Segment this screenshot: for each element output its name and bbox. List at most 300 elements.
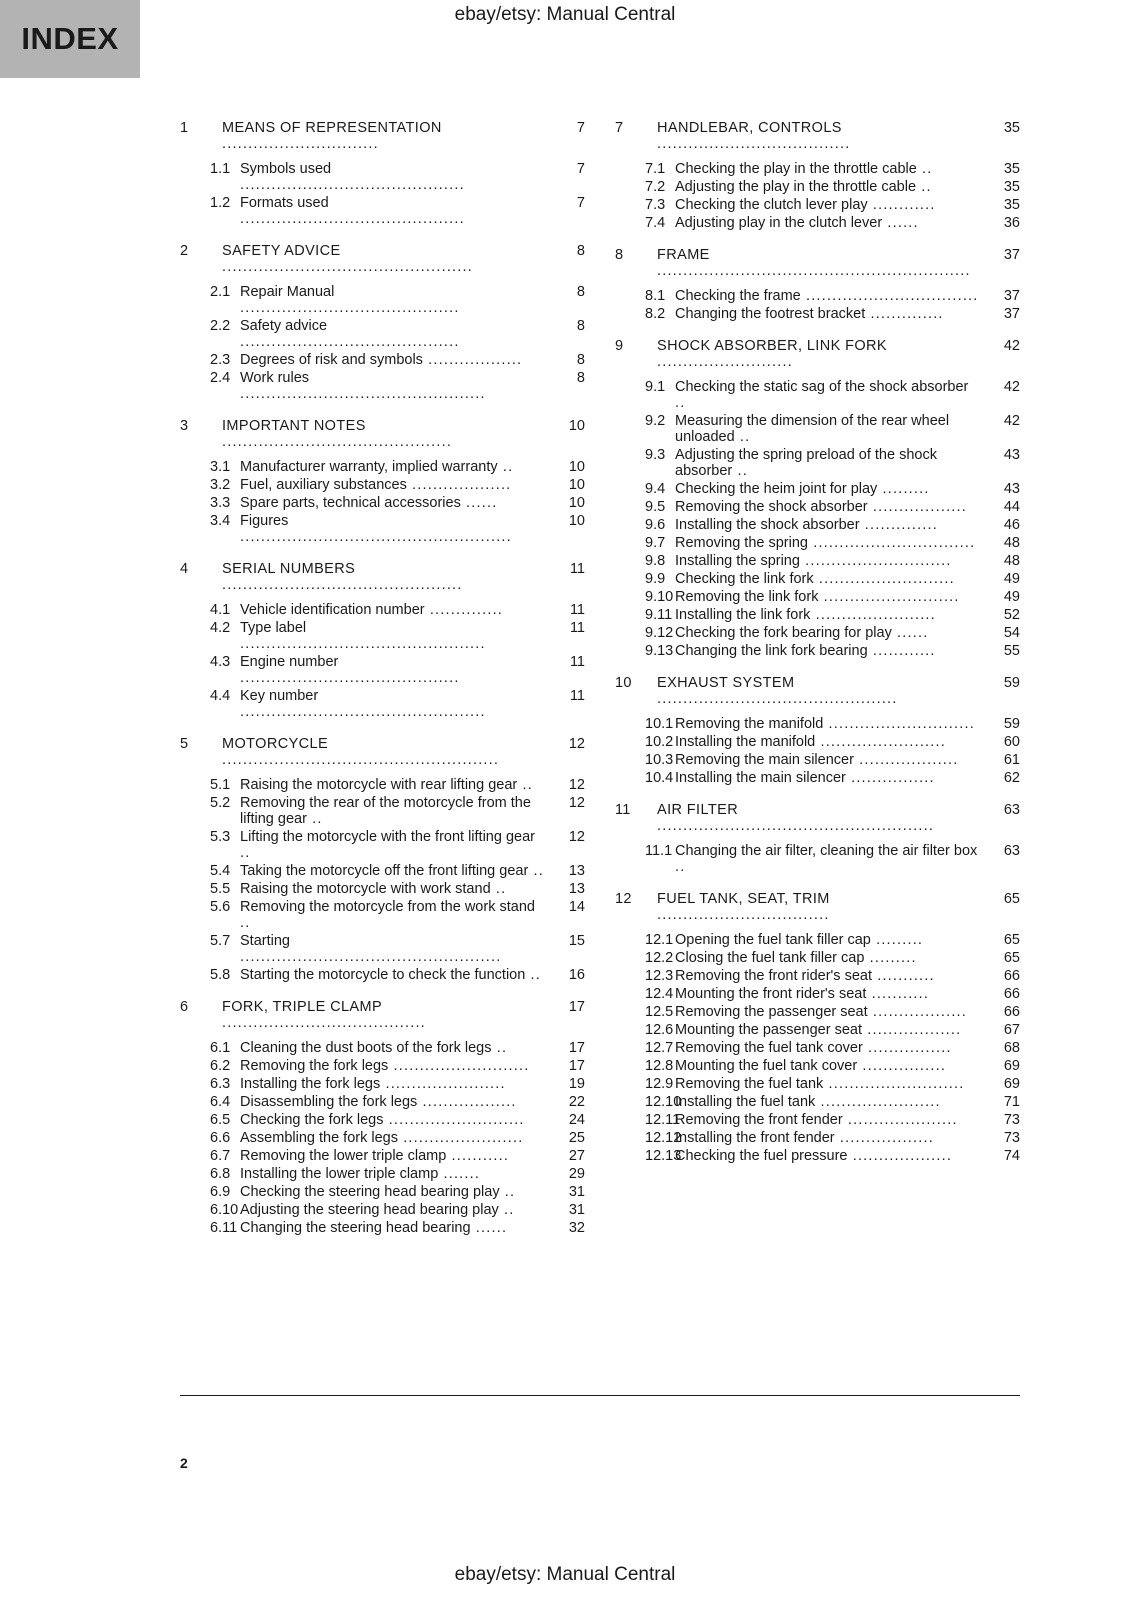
- leader-dots: .................................: [657, 907, 830, 923]
- leader-dots: ..: [525, 967, 542, 983]
- toc-section-page: 22: [568, 1094, 585, 1110]
- toc-section-number: 6.6: [210, 1130, 231, 1146]
- toc-chapter-page: 12: [568, 736, 585, 752]
- toc-section-row[interactable]: [180, 352, 585, 368]
- leader-dots: ...............................................: [240, 704, 486, 720]
- toc-section-title: [240, 195, 553, 227]
- leader-dots: ..........................: [657, 354, 793, 370]
- toc-section-title: [675, 1112, 988, 1128]
- toc-section-title: [675, 481, 988, 497]
- toc-section-title: [240, 654, 553, 686]
- leader-dots: .......: [438, 1166, 481, 1182]
- toc-section-title-text: Installing the shock absorber: [675, 517, 860, 533]
- leader-dots: ..................: [862, 1022, 962, 1038]
- leader-dots: ..............................: [222, 136, 379, 152]
- toc-section-row[interactable]: [615, 517, 1020, 533]
- toc-section-page: 7: [576, 161, 585, 177]
- toc-section-title-text: Checking the link fork: [675, 571, 814, 587]
- toc-chapter-title: [222, 999, 553, 1031]
- toc-chapter-title-text: FUEL TANK, SEAT, TRIM: [657, 891, 830, 907]
- toc-section-title: [240, 881, 553, 897]
- toc-chapter-title-text: AIR FILTER: [657, 802, 739, 818]
- toc-section-row[interactable]: [180, 688, 585, 720]
- leader-dots: ......: [891, 625, 929, 641]
- leader-dots: ................: [845, 770, 935, 786]
- leader-dots: .........: [864, 950, 917, 966]
- leader-dots: ...........: [446, 1148, 510, 1164]
- toc-section-title-text: Removing the main silencer: [675, 752, 854, 768]
- toc-section-number: 6.5: [210, 1112, 231, 1128]
- toc-chapter-title-text: EXHAUST SYSTEM: [657, 675, 795, 691]
- toc-section-title-text: Fuel, auxiliary substances: [240, 477, 407, 493]
- toc-section-row[interactable]: [615, 481, 1020, 497]
- toc-section-page: 65: [1003, 950, 1020, 966]
- toc-section-title-text: Closing the fuel tank filler cap: [675, 950, 865, 966]
- toc-section-page: 42: [1003, 379, 1020, 395]
- toc-section-number: 12.3: [645, 968, 674, 984]
- toc-section-row[interactable]: [180, 318, 585, 350]
- toc-section-page: 10: [568, 459, 585, 475]
- toc-section-title: [240, 863, 553, 879]
- toc-section-title: [675, 517, 988, 533]
- toc-chapter-row[interactable]: [180, 736, 585, 768]
- toc-section-row[interactable]: [180, 1220, 585, 1236]
- toc-section-row[interactable]: [615, 571, 1020, 587]
- toc-section-title: [675, 1094, 988, 1110]
- toc-section-row[interactable]: [615, 1058, 1020, 1074]
- leader-dots: ................: [862, 1040, 952, 1056]
- toc-section-row[interactable]: [615, 1076, 1020, 1092]
- toc-section-row[interactable]: [180, 899, 585, 931]
- toc-section-title: [240, 1184, 553, 1200]
- toc-section-number: 2.2: [210, 318, 231, 334]
- toc-section-row[interactable]: [615, 306, 1020, 322]
- toc-section-row[interactable]: [615, 535, 1020, 551]
- toc-section-page: 74: [1003, 1148, 1020, 1164]
- toc-section-page: 29: [568, 1166, 585, 1182]
- toc-section-page: 65: [1003, 932, 1020, 948]
- toc-section-row[interactable]: [615, 770, 1020, 786]
- toc-section-row[interactable]: [180, 459, 585, 475]
- toc-section-row[interactable]: [180, 1184, 585, 1200]
- toc-section-title: [240, 1166, 553, 1182]
- leader-dots: ...................: [847, 1148, 953, 1164]
- toc-section-row[interactable]: [615, 734, 1020, 750]
- toc-section-title-text: Removing the shock absorber: [675, 499, 868, 515]
- toc-section-title-text: Type label: [240, 620, 307, 636]
- leader-dots: ..: [675, 859, 686, 875]
- toc-section-number: 10.2: [645, 734, 674, 750]
- toc-section-page: 62: [1003, 770, 1020, 786]
- toc-section-number: 12.13: [645, 1148, 682, 1164]
- toc-section-title: [675, 607, 988, 623]
- toc-chapter-number: 11: [615, 802, 631, 818]
- toc-section-page: 43: [1003, 481, 1020, 497]
- toc-chapter-number: 4: [180, 561, 189, 577]
- toc-section-title: [675, 1076, 988, 1092]
- toc-section-number: 7.1: [645, 161, 666, 177]
- toc-section-number: 3.4: [210, 513, 231, 529]
- toc-section-title-text: Installing the main silencer: [675, 770, 846, 786]
- toc-section-number: 12.9: [645, 1076, 674, 1092]
- toc-section-number: 3.2: [210, 477, 231, 493]
- toc-chapter-title: [222, 561, 553, 593]
- toc-section-title-text: Safety advice: [240, 318, 328, 334]
- toc-chapter-row[interactable]: [615, 891, 1020, 923]
- toc-section-page: 24: [568, 1112, 585, 1128]
- toc-section-number: 10.1: [645, 716, 674, 732]
- leader-dots: .........: [877, 481, 930, 497]
- leader-dots: .....................................................: [222, 752, 500, 768]
- toc-section-row[interactable]: [180, 495, 585, 511]
- toc-right-column: [615, 120, 1020, 1236]
- toc-section-title-text: Adjusting the steering head bearing play: [240, 1202, 499, 1218]
- toc-section-title-text: Changing the footrest bracket: [675, 306, 866, 322]
- toc-section-page: 71: [1003, 1094, 1020, 1110]
- toc-section-row[interactable]: [615, 553, 1020, 569]
- toc-section-row[interactable]: [180, 654, 585, 686]
- toc-section-page: 15: [568, 933, 585, 949]
- leader-dots: .....................................: [657, 136, 851, 152]
- toc-section-title-text: Checking the static sag of the shock absorber: [675, 379, 969, 395]
- toc-section-number: 9.5: [645, 499, 666, 515]
- toc-chapter-title: [657, 675, 988, 707]
- toc-section-page: 42: [1003, 413, 1020, 429]
- toc-section-title-text: Removing the link fork: [675, 589, 819, 605]
- leader-dots: ..................: [417, 1094, 517, 1110]
- toc-section-row[interactable]: [615, 1148, 1020, 1164]
- toc-section-row[interactable]: [180, 195, 585, 227]
- toc-section-title-text: Lifting the motorcycle with the front lifting gear: [240, 829, 535, 845]
- toc-section-row[interactable]: [180, 1130, 585, 1146]
- toc-section-title-text: Installing the front fender: [675, 1130, 835, 1146]
- toc-section-number: 5.8: [210, 967, 231, 983]
- toc-section-row[interactable]: [180, 1166, 585, 1182]
- toc-section-page: 36: [1003, 215, 1020, 231]
- toc-section-row[interactable]: [180, 1076, 585, 1092]
- leader-dots: ......: [882, 215, 919, 231]
- toc-chapter-number: 7: [615, 120, 624, 136]
- toc-section-title-text: Repair Manual: [240, 284, 335, 300]
- toc-section-row[interactable]: [180, 933, 585, 965]
- toc-section-page: 17: [568, 1040, 585, 1056]
- toc-chapter-row[interactable]: [615, 802, 1020, 834]
- toc-section-title: [675, 306, 988, 322]
- toc-section-row[interactable]: [615, 1130, 1020, 1146]
- toc-chapter-row[interactable]: [615, 120, 1020, 152]
- leader-dots: ............................................................: [657, 263, 971, 279]
- toc-section-page: 49: [1003, 571, 1020, 587]
- toc-section-page: 16: [568, 967, 585, 983]
- toc-section-title: [240, 513, 553, 545]
- toc-chapter-title-text: FRAME: [657, 247, 710, 263]
- leader-dots: ............................................: [222, 434, 453, 450]
- leader-dots: ..: [499, 1184, 516, 1200]
- toc-section-number: 6.10: [210, 1202, 239, 1218]
- toc-section-number: 2.1: [210, 284, 231, 300]
- toc-section-title-text: Degrees of risk and symbols: [240, 352, 423, 368]
- toc-section-page: 55: [1003, 643, 1020, 659]
- toc-chapter-row[interactable]: [180, 561, 585, 593]
- toc-section-title: [240, 318, 553, 350]
- toc-section-number: 10.4: [645, 770, 674, 786]
- toc-section-number: 5.4: [210, 863, 231, 879]
- toc-section-number: 6.4: [210, 1094, 231, 1110]
- leader-dots: ..........................................: [240, 334, 460, 350]
- toc-section-row[interactable]: [615, 379, 1020, 411]
- toc-section-number: 2.3: [210, 352, 231, 368]
- toc-chapter-page: 65: [1003, 891, 1020, 907]
- toc-section-row[interactable]: [615, 215, 1020, 231]
- toc-section-title: [240, 967, 553, 983]
- toc-section-number: 12.6: [645, 1022, 674, 1038]
- toc-section-row[interactable]: [615, 1022, 1020, 1038]
- toc-section-row[interactable]: [180, 1040, 585, 1056]
- leader-dots: ...........: [866, 986, 930, 1002]
- toc-section-title: [240, 1112, 553, 1128]
- leader-dots: ..................: [422, 352, 523, 368]
- toc-section-page: 69: [1003, 1076, 1020, 1092]
- toc-section-title-text: Installing the link fork: [675, 607, 811, 623]
- toc-section-title: [675, 843, 988, 875]
- toc-section-number: 5.5: [210, 881, 231, 897]
- toc-section-title-text: Checking the heim joint for play: [675, 481, 878, 497]
- toc-section-number: 7.3: [645, 197, 666, 213]
- toc-section-title-text: Figures: [240, 513, 289, 529]
- leader-dots: .........: [870, 932, 924, 948]
- toc-section-row[interactable]: [180, 967, 585, 983]
- toc-section-row[interactable]: [180, 284, 585, 316]
- toc-section-row[interactable]: [615, 447, 1020, 479]
- toc-section-number: 6.3: [210, 1076, 231, 1092]
- leader-dots: ..............: [424, 602, 504, 618]
- toc-section-number: 12.7: [645, 1040, 674, 1056]
- toc-section-row[interactable]: [180, 513, 585, 545]
- toc-section-number: 12.5: [645, 1004, 674, 1020]
- toc-section-row[interactable]: [615, 986, 1020, 1002]
- toc-chapter-row[interactable]: [615, 247, 1020, 279]
- toc-section-row[interactable]: [615, 607, 1020, 623]
- toc-section-title-text: Changing the link fork bearing: [675, 643, 868, 659]
- leader-dots: ......: [470, 1220, 508, 1236]
- toc-section-title-text: Mounting the fuel tank cover: [675, 1058, 858, 1074]
- toc-section-number: 11.1: [645, 843, 673, 859]
- toc-chapter-page: 35: [1003, 120, 1020, 136]
- toc-section-page: 35: [1003, 197, 1020, 213]
- toc-section-title-text: Disassembling the fork legs: [240, 1094, 418, 1110]
- leader-dots: ......: [460, 495, 498, 511]
- toc-section-row[interactable]: [615, 161, 1020, 177]
- leader-dots: .......................: [815, 1094, 941, 1110]
- toc-section-row[interactable]: [180, 795, 585, 827]
- leader-dots: ..................: [867, 499, 967, 515]
- toc-section-page: 52: [1003, 607, 1020, 623]
- toc-section-row[interactable]: [180, 863, 585, 879]
- toc-section-page: 48: [1003, 553, 1020, 569]
- toc-section-title: [240, 602, 553, 618]
- leader-dots: .......................................: [222, 1015, 426, 1031]
- leader-dots: ..: [490, 881, 507, 897]
- toc-section-row[interactable]: [615, 625, 1020, 641]
- toc-section-row[interactable]: [615, 932, 1020, 948]
- toc-section-title-text: Checking the fork bearing for play: [675, 625, 892, 641]
- leader-dots: ..: [734, 429, 751, 445]
- toc-section-page: 48: [1003, 535, 1020, 551]
- toc-chapter-page: 17: [568, 999, 585, 1015]
- toc-section-number: 12.12: [645, 1130, 682, 1146]
- toc-section-title: [675, 1148, 988, 1164]
- leader-dots: ..................: [834, 1130, 934, 1146]
- toc-section-title-text: Raising the motorcycle with rear lifting gear: [240, 777, 518, 793]
- toc-chapter-page: 11: [569, 561, 585, 577]
- toc-section-row[interactable]: [615, 589, 1020, 605]
- toc-section-row[interactable]: [615, 1004, 1020, 1020]
- toc-section-title: [675, 1022, 988, 1038]
- toc-section-page: 37: [1003, 288, 1020, 304]
- toc-section-number: 6.1: [210, 1040, 231, 1056]
- leader-dots: ..: [517, 777, 533, 793]
- toc-section-row[interactable]: [180, 1058, 585, 1074]
- toc-section-page: 37: [1003, 306, 1020, 322]
- toc-section-row[interactable]: [615, 179, 1020, 195]
- toc-chapter-row[interactable]: [615, 675, 1020, 707]
- toc-chapter-page: 7: [576, 120, 585, 136]
- index-tab: [0, 0, 140, 78]
- toc-section-row[interactable]: [180, 1094, 585, 1110]
- toc-section-title: [675, 571, 988, 587]
- toc-section-page: 67: [1003, 1022, 1020, 1038]
- toc-section-row[interactable]: [180, 477, 585, 493]
- toc-section-page: 8: [576, 370, 585, 386]
- leader-dots: ................................................: [222, 259, 473, 275]
- toc-section-title-text: Spare parts, technical accessories: [240, 495, 461, 511]
- toc-section-row[interactable]: [615, 968, 1020, 984]
- toc-section-title-text: Cleaning the dust boots of the fork legs: [240, 1040, 492, 1056]
- leader-dots: ..: [528, 863, 544, 879]
- toc-section-row[interactable]: [615, 288, 1020, 304]
- leader-dots: ...............................................: [240, 386, 486, 402]
- toc-section-row[interactable]: [180, 1112, 585, 1128]
- toc-section-number: 6.2: [210, 1058, 231, 1074]
- toc-section-row[interactable]: [180, 161, 585, 193]
- toc-section-title-text: Mounting the passenger seat: [675, 1022, 863, 1038]
- toc-section-page: 61: [1003, 752, 1020, 768]
- toc-section-title: [675, 625, 988, 641]
- toc-section-title: [675, 1130, 988, 1146]
- toc-section-title: [240, 1220, 553, 1236]
- toc-chapter-title: [657, 802, 988, 834]
- toc-section-row[interactable]: [180, 881, 585, 897]
- toc-section-title-text: Checking the fork legs: [240, 1112, 384, 1128]
- toc-section-number: 3.1: [210, 459, 231, 475]
- toc-section-title: [675, 932, 988, 948]
- toc-section-number: 12.8: [645, 1058, 674, 1074]
- leader-dots: ...........................................: [240, 177, 465, 193]
- watermark-bottom: ebay/etsy: Manual Central: [454, 1564, 676, 1585]
- toc-section-title-text: Removing the passenger seat: [675, 1004, 868, 1020]
- toc-chapter-row[interactable]: [180, 120, 585, 152]
- toc-section-title: [240, 1094, 553, 1110]
- leader-dots: ..........................................: [240, 670, 460, 686]
- leader-dots: ........................: [815, 734, 946, 750]
- toc-section-row[interactable]: [180, 777, 585, 793]
- toc-section-page: 68: [1003, 1040, 1020, 1056]
- toc-section-row[interactable]: [180, 829, 585, 861]
- toc-section-row[interactable]: [615, 752, 1020, 768]
- toc-section-page: 11: [569, 688, 585, 704]
- toc-section-row[interactable]: [615, 197, 1020, 213]
- toc-section-row[interactable]: [180, 620, 585, 652]
- toc-section-row[interactable]: [180, 370, 585, 402]
- leader-dots: ..............: [859, 517, 939, 533]
- toc-chapter-title: [657, 338, 988, 370]
- toc-chapter-page: 8: [576, 243, 585, 259]
- toc-section-row[interactable]: [180, 602, 585, 618]
- toc-section-page: 25: [568, 1130, 585, 1146]
- toc-section-page: 44: [1003, 499, 1020, 515]
- toc-chapter-row[interactable]: [180, 999, 585, 1031]
- toc-section-title-text: Checking the frame: [675, 288, 801, 304]
- toc-section-number: 5.6: [210, 899, 231, 915]
- toc-section-row[interactable]: [615, 1040, 1020, 1056]
- toc-section-row[interactable]: [180, 1148, 585, 1164]
- toc-section-page: 10: [568, 495, 585, 511]
- toc-section-row[interactable]: [180, 1202, 585, 1218]
- toc-section-row[interactable]: [615, 499, 1020, 515]
- toc-section-number: 6.8: [210, 1166, 231, 1182]
- toc-section-title-text: Adjusting the spring preload of the shock absorber: [675, 447, 937, 479]
- toc-section-row[interactable]: [615, 643, 1020, 659]
- toc-section-number: 12.1: [645, 932, 674, 948]
- toc-chapter-row[interactable]: [180, 418, 585, 450]
- toc-section-row[interactable]: [615, 413, 1020, 445]
- toc-section-page: 69: [1003, 1058, 1020, 1074]
- toc-section-title: [675, 553, 988, 569]
- toc-section-number: 5.2: [210, 795, 231, 811]
- toc-section-title: [675, 752, 988, 768]
- toc-section-page: 66: [1003, 968, 1020, 984]
- toc-section-number: 2.4: [210, 370, 231, 386]
- leader-dots: ............: [867, 197, 936, 213]
- toc-section-row[interactable]: [615, 843, 1020, 875]
- toc-section-row[interactable]: [615, 950, 1020, 966]
- toc-section-page: 17: [568, 1058, 585, 1074]
- toc-chapter-row[interactable]: [180, 243, 585, 275]
- toc-section-title: [675, 589, 988, 605]
- toc-section-title: [240, 1148, 553, 1164]
- toc-section-page: 31: [568, 1202, 585, 1218]
- toc-section-number: 9.3: [645, 447, 666, 463]
- toc-section-title: [240, 933, 553, 965]
- toc-chapter-row[interactable]: [615, 338, 1020, 370]
- toc-section-row[interactable]: [615, 1112, 1020, 1128]
- toc-section-number: 6.7: [210, 1148, 231, 1164]
- toc-chapter-title-text: IMPORTANT NOTES: [222, 418, 366, 434]
- toc-section-title-text: Removing the spring: [675, 535, 808, 551]
- toc-section-page: 12: [568, 829, 585, 845]
- toc-chapter-number: 6: [180, 999, 189, 1015]
- toc-section-page: 63: [1003, 843, 1020, 859]
- toc-chapter-number: 10: [615, 675, 632, 691]
- toc-chapter-page: 59: [1003, 675, 1020, 691]
- page-number: 2: [180, 1455, 188, 1471]
- toc-section-row[interactable]: [615, 1094, 1020, 1110]
- toc-section-title: [240, 161, 553, 193]
- leader-dots: ...........: [872, 968, 935, 984]
- toc-section-row[interactable]: [615, 716, 1020, 732]
- toc-section-page: 10: [568, 513, 585, 529]
- leader-dots: ..........................: [388, 1058, 530, 1074]
